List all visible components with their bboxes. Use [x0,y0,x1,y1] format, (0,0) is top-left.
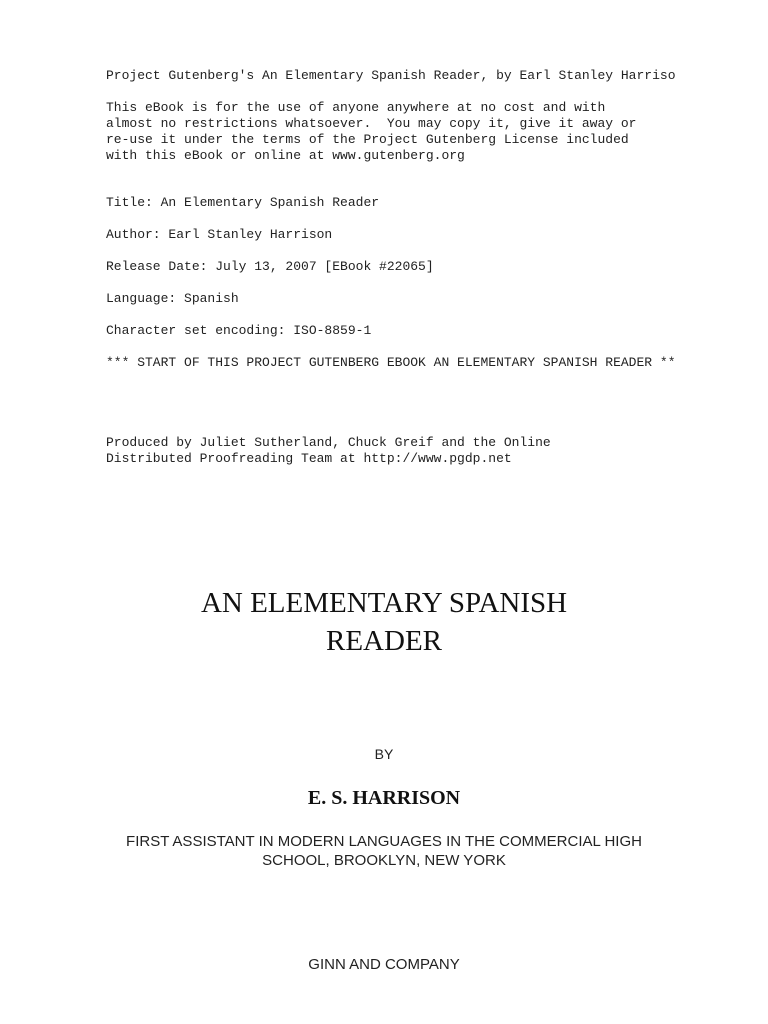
author-affiliation: FIRST ASSISTANT IN MODERN LANGUAGES IN THE COMMERCIAL HIGH [126,833,642,850]
license-line: almost no restrictions whatsoever. You may copy it, give it away or [106,116,637,131]
meta-encoding: Character set encoding: ISO-8859-1 [106,323,372,338]
author-name: E. S. HARRISON [307,787,461,809]
header-line: Project Gutenberg's An Elementary Spanish Reader, by Earl Stanley Harriso [106,68,676,83]
by-label: BY [374,746,394,762]
license-line: This eBook is for the use of anyone anywhere at no cost and with [106,100,606,115]
meta-author: Author: Earl Stanley Harrison [106,227,333,242]
book-title: AN ELEMENTARY SPANISH [200,587,568,619]
credits-line: Produced by Juliet Sutherland, Chuck Greif and the Online [106,435,551,450]
publisher-name: GINN AND COMPANY [308,956,460,973]
meta-title: Title: An Elementary Spanish Reader [106,195,380,210]
author-affiliation: SCHOOL, BROOKLYN, NEW YORK [262,852,506,869]
credits-line: Distributed Proofreading Team at http://www.pgdp.net [106,451,512,466]
meta-release-date: Release Date: July 13, 2007 [EBook #22065] [106,259,434,274]
book-title: READER [326,625,442,657]
license-line: re-use it under the terms of the Project Gutenberg License included [106,132,629,147]
start-marker: *** START OF THIS PROJECT GUTENBERG EBOOK AN ELEMENTARY SPANISH READER ** [106,355,676,370]
license-line: with this eBook or online at www.gutenberg.org [106,148,465,163]
meta-language: Language: Spanish [106,291,239,306]
